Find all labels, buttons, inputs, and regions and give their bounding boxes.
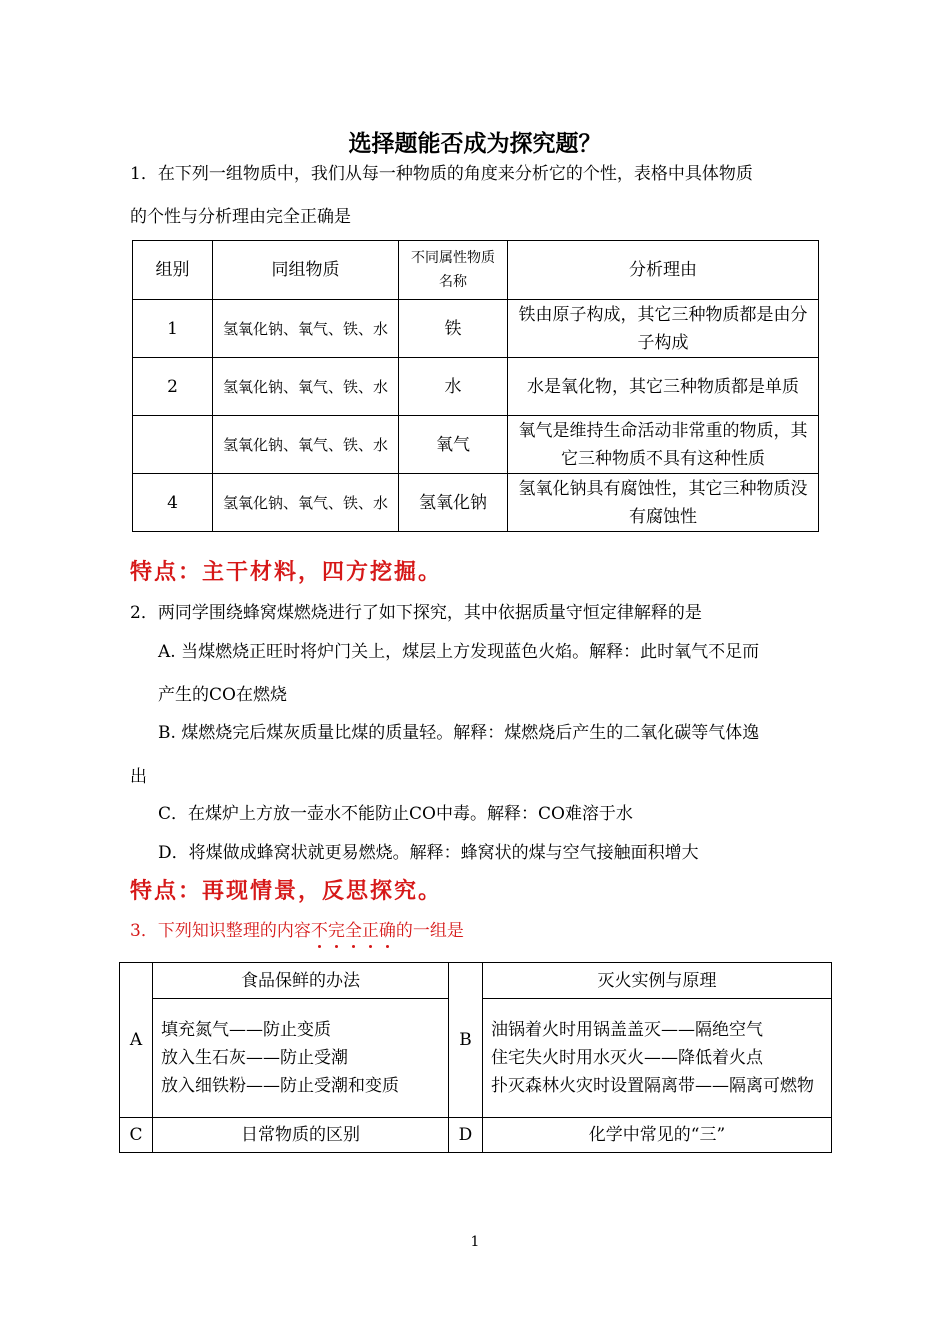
option-c-label: C [120, 1118, 153, 1153]
option-a-item: 放入生石灰——防止受潮 [161, 1048, 348, 1068]
header-different: 不同属性物质名称 [399, 241, 508, 300]
q1-stem-line1: 1．在下列一组物质中，我们从每一种物质的角度来分析它的个性，表格中具体物质 [130, 164, 753, 184]
header-group: 组别 [133, 241, 213, 300]
q2-option-a-line1: A. 当煤燃烧正旺时将炉门关上，煤层上方发现蓝色火焰。解释：此时氧气不足而 [158, 642, 760, 662]
option-d-label: D [449, 1118, 483, 1153]
page-title: 选择题能否成为探究题？ [348, 131, 602, 157]
cell-group: 1 [133, 300, 213, 358]
cell-group: 2 [133, 358, 213, 416]
cell-substances: 氢氧化钠、氧气、铁、水 [213, 300, 399, 358]
cell-different: 水 [399, 358, 508, 416]
emphasis-char: 不 [310, 921, 328, 941]
option-d-title: 化学中常见的“三” [483, 1118, 832, 1153]
cell-different: 铁 [399, 300, 508, 358]
header-reason: 分析理由 [508, 241, 819, 300]
table-header-row [133, 241, 819, 300]
q2-stem: 2．两同学围绕蜂窝煤燃烧进行了如下探究，其中依据质量守恒定律解释的是 [130, 603, 702, 623]
emphasis-char: 正 [361, 921, 379, 941]
option-a-label: A [120, 963, 153, 1118]
option-b-label: B [449, 963, 483, 1118]
feature-note-2: 特点：再现情景，反思探究。 [130, 878, 443, 904]
emphasis-char: 完 [327, 921, 345, 941]
cell-group: 4 [133, 474, 213, 532]
cell-reason: 铁由原子构成，其它三种物质都是由分子构成 [508, 300, 819, 358]
cell-different: 氢氧化钠 [399, 474, 508, 532]
option-b-content [483, 999, 832, 1118]
page-number: 1 [470, 1234, 480, 1250]
q3-stem-before: 3．下列知识整理的内容 [130, 921, 311, 941]
q3-stem [130, 920, 464, 942]
q3-table [119, 962, 832, 1153]
option-a-title: 食品保鲜的办法 [153, 963, 449, 999]
emphasis-char: 全 [344, 921, 362, 941]
cell-reason: 水是氧化物，其它三种物质都是单质 [508, 358, 819, 416]
cell-substances: 氢氧化钠、氧气、铁、水 [213, 358, 399, 416]
q2-option-a-line2: 产生的CO在燃烧 [158, 685, 287, 705]
q2-option-b-line1: B. 煤燃烧完后煤灰质量比煤的质量轻。解释：煤燃烧后产生的二氧化碳等气体逸 [158, 723, 760, 743]
cell-group [133, 416, 213, 474]
q3-stem-after: 的一组是 [395, 921, 464, 941]
table-row [133, 300, 819, 358]
q1-table [132, 240, 819, 532]
header-substances: 同组物质 [213, 241, 399, 300]
q1-stem-line2: 的个性与分析理由完全正确是 [130, 207, 351, 227]
q2-option-b-line2: 出 [130, 767, 147, 787]
cell-substances: 氢氧化钠、氧气、铁、水 [213, 474, 399, 532]
cell-reason: 氧气是维持生命活动非常重的物质，其它三种物质不具有这种性质 [508, 416, 819, 474]
option-b-item: 油锅着火时用锅盖盖灭——隔绝空气 [491, 1020, 763, 1040]
option-a-item: 放入细铁粉——防止受潮和变质 [161, 1076, 399, 1096]
table-row [133, 358, 819, 416]
emphasis-char: 确 [378, 921, 396, 941]
q2-option-c: C．在煤炉上方放一壶水不能防止CO中毒。解释：CO难溶于水 [158, 804, 633, 824]
option-a-content [153, 999, 449, 1118]
table-row [133, 416, 819, 474]
option-b-item: 住宅失火时用水灭火——降低着火点 [491, 1048, 763, 1068]
option-b-item: 扑灭森林火灾时设置隔离带——隔离可燃物 [491, 1076, 814, 1096]
table-row [120, 963, 832, 999]
q2-option-d: D．将煤做成蜂窝状就更易燃烧。解释：蜂窝状的煤与空气接触面积增大 [158, 843, 699, 863]
table-row [133, 474, 819, 532]
cell-different: 氧气 [399, 416, 508, 474]
cell-substances: 氢氧化钠、氧气、铁、水 [213, 416, 399, 474]
cell-reason: 氢氧化钠具有腐蚀性，其它三种物质没有腐蚀性 [508, 474, 819, 532]
option-a-item: 填充氮气——防止变质 [161, 1020, 331, 1040]
table-row [120, 1118, 832, 1153]
feature-note-1: 特点：主干材料，四方挖掘。 [130, 559, 443, 585]
option-b-title: 灭火实例与原理 [483, 963, 832, 999]
option-c-title: 日常物质的区别 [153, 1118, 449, 1153]
